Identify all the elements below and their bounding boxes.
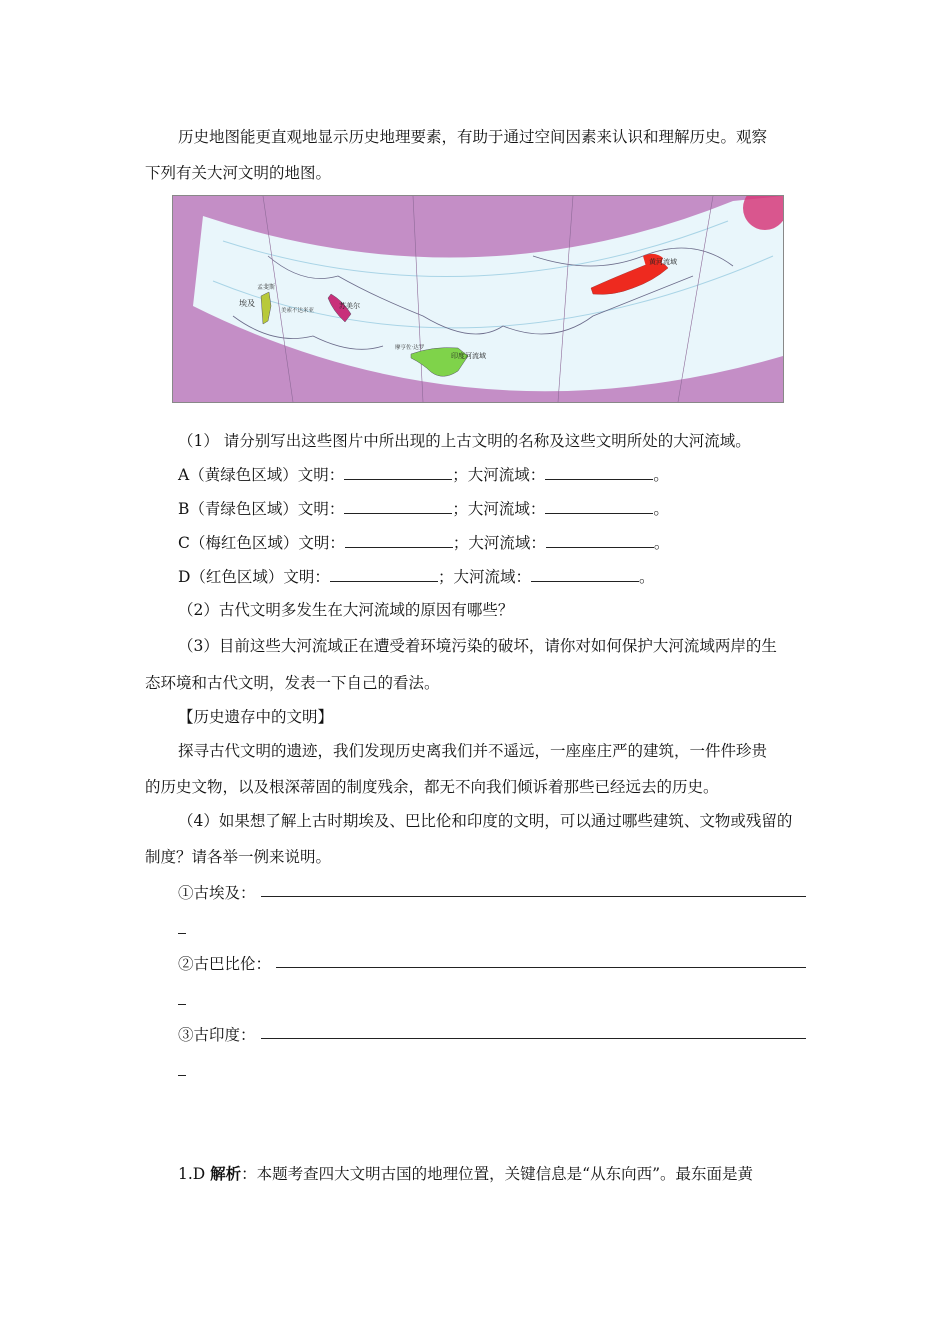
answer-line-tail: [178, 1075, 186, 1076]
answer-blank[interactable]: [531, 567, 639, 582]
q1-row-d: D（红色区域）文明： ；大河流域： 。: [178, 568, 655, 586]
intro-line-1: 历史地图能更直观地显示历史地理要素，有助于通过空间因素来认识和理解历史。观察: [178, 128, 768, 146]
q1-row-a: A（黄绿色区域）文明： ；大河流域： 。: [178, 466, 669, 484]
answer-blank[interactable]: [545, 499, 653, 514]
map-label-huanghe: 黄河流域: [649, 258, 677, 266]
answer-blank[interactable]: [344, 499, 452, 514]
map-label-harappa: 摩亨佐·达罗: [395, 345, 425, 351]
answer-line[interactable]: [276, 966, 806, 968]
map-label-mesopotamia: 美索不达米亚: [281, 308, 315, 314]
q4-item-india: ③古印度：: [178, 1026, 256, 1044]
q4-item-babylon: ②古巴比伦：: [178, 955, 272, 973]
q4-item-egypt: ①古埃及：: [178, 884, 256, 902]
q2: （2）古代文明多发生在大河流域的原因有哪些？: [178, 601, 514, 619]
answer-blank[interactable]: [546, 533, 654, 548]
map-label-nile: 孟斐斯: [257, 284, 276, 291]
q4-line-1: （4）如果想了解上古时期埃及、巴比伦和印度的文明，可以通过哪些建筑、文物或残留的: [178, 812, 793, 830]
answer-line[interactable]: [261, 895, 806, 897]
map-label-sumer: 苏美尔: [339, 302, 360, 310]
map-label-egypt: 埃及: [239, 299, 255, 308]
section-heading: 【历史遗存中的文明】: [178, 708, 334, 726]
q3-line-2: 态环境和古代文明，发表一下自己的看法。: [145, 674, 440, 692]
q1-row-c: C（梅红色区域）文明： ；大河流域： 。: [178, 534, 670, 552]
q3-line-1: （3）目前这些大河流域正在遭受着环境污染的破坏，请你对如何保护大河流域两岸的生: [178, 637, 777, 655]
intro-line-2: 下列有关大河文明的地图。: [145, 164, 332, 182]
para-line-1: 探寻古代文明的遗迹，我们发现历史离我们并不遥远，一座座庄严的建筑，一件件珍贵: [178, 742, 768, 760]
answer-explanation: 1.D 解析：本题考查四大文明古国的地理位置，关键信息是“从东向西”。最东面是黄: [178, 1164, 754, 1183]
q1-stem: （1） 请分别写出这些图片中所出现的上古文明的名称及这些文明所处的大河流域。: [178, 432, 751, 450]
para-line-2: 的历史文物，以及根深蒂固的制度残余，都无不向我们倾诉着那些已经远去的历史。: [145, 778, 719, 796]
q1-row-b: B（青绿色区域）文明： ；大河流域： 。: [178, 500, 669, 518]
answer-blank[interactable]: [344, 465, 452, 480]
q4-line-2: 制度？请各举一例来说明。: [145, 848, 332, 866]
answer-line[interactable]: [261, 1037, 806, 1039]
answer-line-tail: [178, 1004, 186, 1005]
answer-blank[interactable]: [345, 533, 453, 548]
river-civilizations-map: [172, 195, 784, 403]
answer-blank[interactable]: [330, 567, 438, 582]
answer-blank[interactable]: [545, 465, 653, 480]
answer-line-tail: [178, 933, 186, 934]
map-label-indus: 印度河流域: [451, 352, 486, 360]
